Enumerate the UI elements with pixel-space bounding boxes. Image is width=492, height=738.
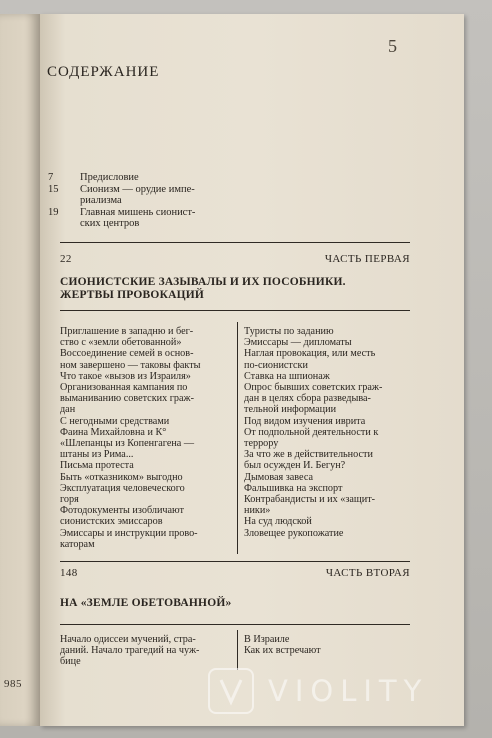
- part1-column-divider: [237, 322, 238, 554]
- intro-item: [48, 218, 288, 230]
- intro-item: [48, 207, 288, 219]
- toc-line: был осужден И. Бегун?: [244, 460, 346, 472]
- intro-page-number: 15: [48, 183, 59, 195]
- toc-line: Организованная кампания по: [60, 382, 188, 394]
- part2-top-rule: [60, 561, 410, 562]
- toc-line: С негодными средствами: [60, 415, 170, 427]
- toc-line: ном завершено — таковы факты: [60, 359, 201, 371]
- part2-label: ЧАСТЬ ВТОРАЯ: [325, 567, 410, 579]
- toc-line: Ставка на шпионаж: [244, 370, 330, 382]
- part2-title: НА «ЗЕМЛЕ ОБЕТОВАННОЙ»: [60, 597, 232, 609]
- toc-line: Что такое «вызов из Израиля»: [60, 370, 191, 382]
- toc-line: горя: [60, 494, 79, 506]
- part1-page-number: 22: [60, 253, 72, 265]
- toc-line: Опрос бывших советских граж-: [244, 382, 383, 394]
- part1-title-line: ЖЕРТВЫ ПРОВОКАЦИЙ: [60, 289, 205, 301]
- toc-line: Дымовая завеса: [244, 471, 314, 483]
- toc-line: Эмиссары и инструкции прово-: [60, 527, 198, 539]
- toc-line: бице: [60, 656, 81, 668]
- toc-line: террору: [244, 438, 279, 450]
- toc-line: выманиванию советских граж-: [60, 393, 194, 405]
- part1-label: ЧАСТЬ ПЕРВАЯ: [324, 253, 410, 265]
- toc-line: дан в целях сбора разведыва-: [244, 393, 371, 405]
- watermark-text: VIOLITY: [268, 674, 429, 708]
- watermark-logo-icon: [208, 668, 254, 714]
- intro-item-title: Главная мишень сионист-: [80, 206, 196, 218]
- toc-line: Быть «отказником» выгодно: [60, 471, 183, 483]
- toc-line: Эксплуатация человеческого: [60, 482, 185, 494]
- toc-line: Наглая провокация, или месть: [244, 348, 376, 360]
- toc-line: Фаина Михайловна и К°: [60, 426, 167, 438]
- toc-line: Приглашение в западню и бег-: [60, 326, 194, 337]
- toc-line: На суд людской: [244, 516, 312, 528]
- intro-item: [48, 172, 288, 184]
- toc-line: Эмиссары — дипломаты: [244, 337, 352, 349]
- toc-line: сионистских эмиссаров: [60, 516, 163, 528]
- intro-list: [48, 172, 288, 230]
- toc-line: штаны из Рима...: [60, 449, 134, 461]
- part1-title-rule: [60, 310, 410, 311]
- part2-header: [60, 567, 410, 581]
- toc-line: ники»: [244, 505, 271, 517]
- toc-line: За что же в действительности: [244, 449, 373, 461]
- toc-line: Туристы по заданию: [244, 326, 334, 337]
- toc-line: Зловещее рукопожатие: [244, 527, 344, 539]
- intro-page-number: [48, 195, 80, 207]
- toc-line: Начало одиссеи мучений, стра-: [60, 634, 196, 645]
- intro-item-title: ских центров: [80, 218, 140, 229]
- toc-line: Фальшивка на экспорт: [244, 482, 343, 494]
- toc-line: Под видом изучения иврита: [244, 415, 366, 427]
- toc-line: В Израиле: [244, 634, 290, 645]
- intro-item-title: Предисловие: [80, 172, 139, 183]
- part1-header: [60, 253, 410, 267]
- part2-left-column: [60, 634, 199, 668]
- watermark: [208, 668, 428, 714]
- intro-page-number: 7: [48, 172, 54, 183]
- toc-line: тельной информации: [244, 404, 337, 416]
- toc-line: «Шлепанцы из Копенгагена —: [60, 438, 195, 450]
- toc-line: Фотодокументы изобличают: [60, 505, 184, 517]
- toc-line: Письма протеста: [60, 460, 134, 472]
- toc-line: От подпольной деятельности к: [244, 426, 379, 438]
- toc-line: Контрабандисты и их «защит-: [244, 494, 376, 506]
- intro-page-number: 19: [48, 206, 59, 218]
- intro-item: [48, 195, 288, 207]
- toc-line: каторам: [60, 538, 95, 550]
- page-number: 5: [388, 36, 397, 56]
- toc-title: СОДЕРЖАНИЕ: [47, 64, 160, 80]
- toc-line: по-сионистски: [244, 359, 308, 371]
- part1-top-rule: [60, 242, 410, 243]
- intro-item: [48, 184, 288, 196]
- previous-page-text-fragment: 985: [4, 678, 22, 690]
- toc-line: ство с «земли обетованной»: [60, 337, 182, 349]
- toc-line: Как их встречают: [244, 645, 321, 657]
- part2-column-divider: [237, 630, 238, 670]
- part1-title-line: СИОНИСТСКИЕ ЗАЗЫВАЛЫ И ИХ ПОСОБНИКИ.: [60, 276, 346, 288]
- toc-line: дан: [60, 404, 76, 416]
- part2-title-rule: [60, 624, 410, 625]
- intro-item-title: риализма: [80, 195, 122, 206]
- part1-left-column: [60, 326, 201, 550]
- toc-line: Воссоединение семей в основ-: [60, 348, 194, 360]
- intro-page-number: [48, 218, 80, 230]
- toc-line: даний. Начало трагедий на чуж-: [60, 645, 200, 657]
- part2-right-column: [244, 634, 321, 656]
- intro-item-title: Сионизм — орудие импе-: [80, 183, 195, 195]
- part1-right-column: [244, 326, 382, 539]
- part2-page-number: 148: [60, 567, 78, 579]
- part1-title: [60, 276, 410, 302]
